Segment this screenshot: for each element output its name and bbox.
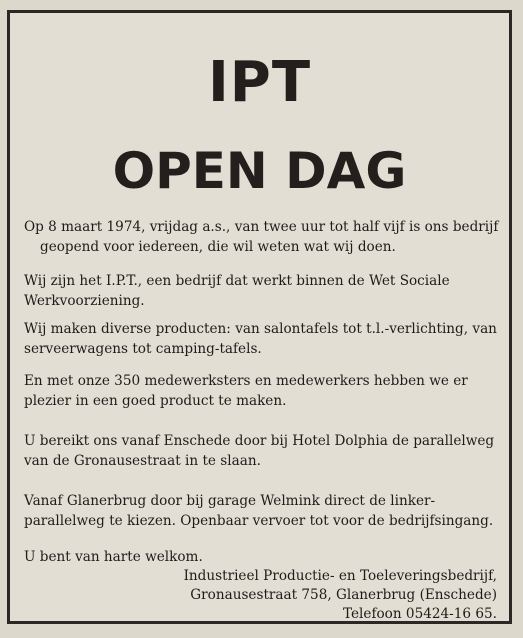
paragraph-products: [24, 319, 504, 359]
paragraph-line: parallelweg te kiezen. Openbaar vervoer tot voor de bedrijfsingang.: [24, 513, 494, 529]
paragraph-line: Vanaf Glanerbrug door bij garage Welmink direct de linker-: [24, 493, 436, 509]
paragraph-line: U bereikt ons vanaf Enschede door bij Hotel Dolphia de parallelweg: [24, 433, 495, 449]
paragraph-line: serveerwagens tot camping-tafels.: [24, 341, 262, 357]
ad-body: [24, 217, 504, 543]
welcome-text: U bent van harte welkom.: [24, 549, 203, 565]
paragraph-open-day: [24, 217, 504, 257]
paragraph-line: geopend voor iedereen, die wil weten wat wij doen.: [40, 239, 396, 255]
paragraph-line: En met onze 350 medewerksters en medewerkers hebben we er: [24, 373, 468, 389]
company-name: Industrieel Productie- en Toeleveringsbedrijf,: [183, 568, 497, 584]
ad-title: IPT: [207, 50, 312, 115]
paragraph-line: Werkvoorziening.: [24, 293, 145, 309]
paragraph-line: plezier in een goed product te maken.: [24, 393, 287, 409]
company-signature: [184, 567, 497, 624]
company-address: Gronausestraat 758, Glanerbrug (Enschede): [190, 587, 497, 603]
paragraph-line: Op 8 maart 1974, vrijdag a.s., van twee uur tot half vijf is ons bedrijf: [24, 219, 499, 235]
paragraph-line: Wij maken diverse producten: van salontafels tot t.l.-verlichting, van: [24, 321, 497, 337]
paragraph-directions-enschede: [24, 431, 504, 471]
company-phone: Telefoon 05424-16 65.: [343, 606, 497, 622]
paragraph-line: van de Gronausestraat in te slaan.: [24, 453, 261, 469]
ad-subtitle: OPEN DAG: [112, 142, 407, 200]
paragraph-line: Wij zijn het I.P.T., een bedrijf dat werkt binnen de Wet Sociale: [24, 273, 450, 289]
paragraph-directions-glanerbrug: [24, 491, 504, 531]
advertisement-frame: [7, 10, 512, 624]
advertisement-content: [14, 17, 505, 622]
paragraph-about: [24, 271, 504, 311]
paragraph-staff: [24, 371, 504, 411]
